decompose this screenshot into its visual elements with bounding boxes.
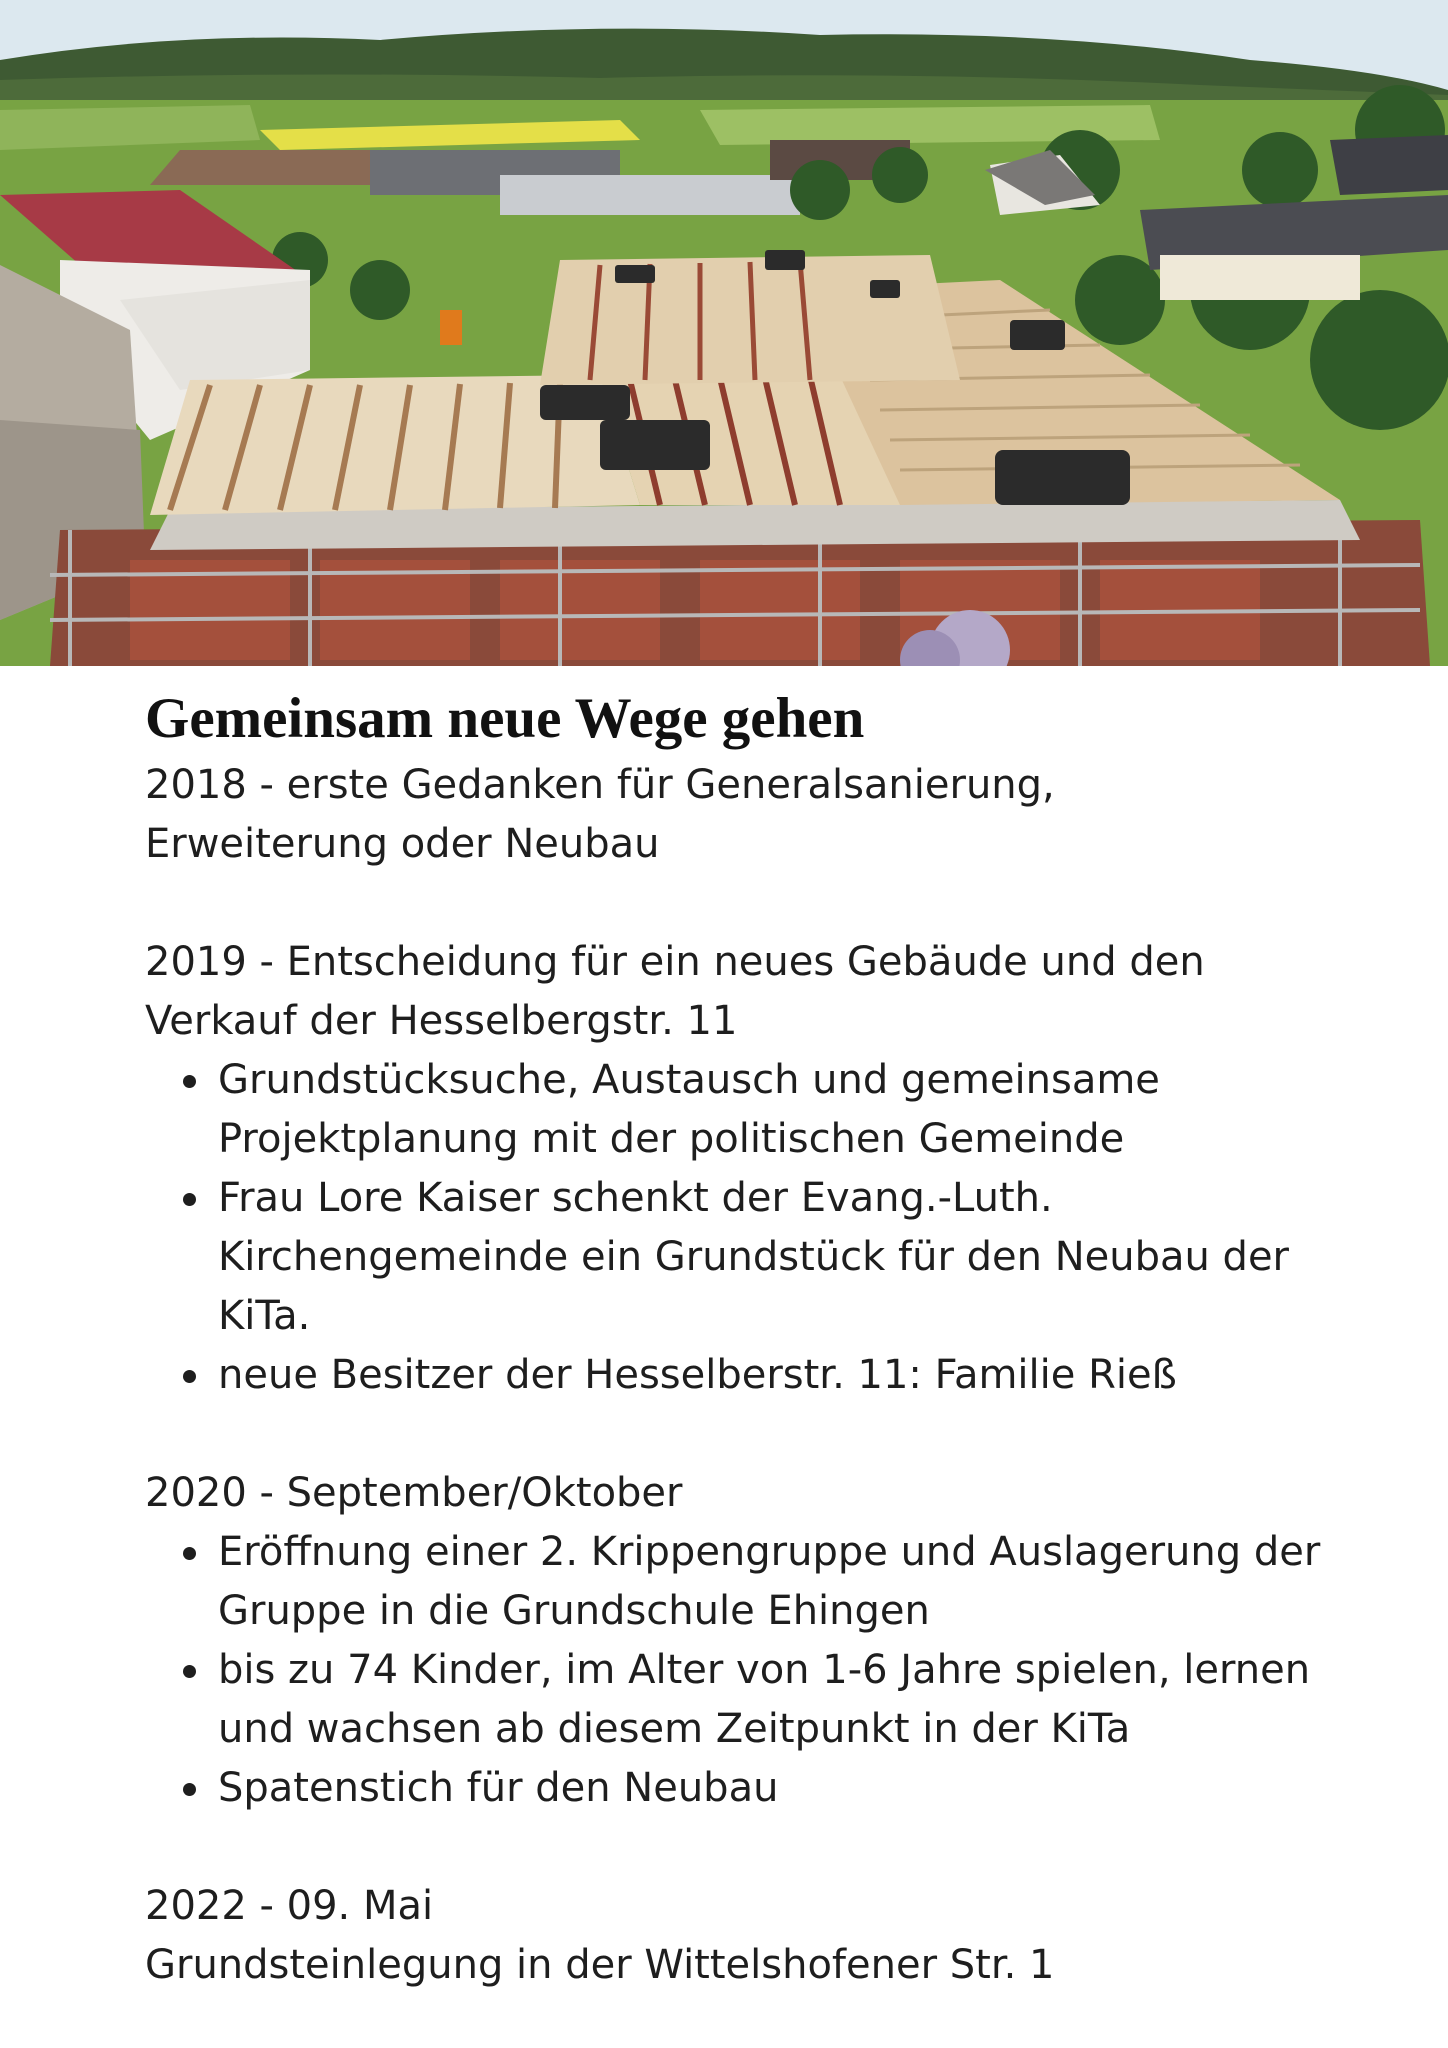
entry-2020-bullets — [145, 1523, 1345, 1818]
timeline-entry-2018 — [145, 756, 1345, 874]
timeline-entry-2020 — [145, 1464, 1345, 1818]
list-item: Frau Lore Kaiser schenkt der Evang.-Luth. Kirchengemeinde ein Grundstück für den Neubau der KiTa. — [218, 1169, 1345, 1346]
construction-site-photo — [0, 0, 1448, 666]
timeline-entry-2022 — [145, 1877, 1345, 1995]
page-title: Gemeinsam neue Wege gehen — [145, 687, 865, 750]
entry-2019-line1: 2019 - Entscheidung für ein neues Gebäude und den — [145, 939, 1205, 985]
list-item: bis zu 74 Kinder, im Alter von 1-6 Jahre spielen, lernen und wachsen ab diesem Zeitpunkt in der KiTa — [218, 1641, 1345, 1759]
timeline-content — [145, 686, 1345, 1995]
entry-2018-line2: Erweiterung oder Neubau — [145, 821, 660, 867]
entry-2020-line1: 2020 - September/Oktober — [145, 1470, 683, 1516]
entry-2018-line1: 2018 - erste Gedanken für Generalsanierung, — [145, 762, 1055, 808]
entry-2019-bullets — [145, 1051, 1345, 1405]
entry-2019-line2: Verkauf der Hesselbergstr. 11 — [145, 998, 738, 1044]
construction-photo-icon — [0, 0, 1448, 666]
list-item: Grundstücksuche, Austausch und gemeinsame Projektplanung mit der politischen Gemeinde — [218, 1051, 1345, 1169]
entry-2022-line2: Grundsteinlegung in der Wittelshofener Str. 1 — [145, 1942, 1055, 1988]
list-item: Eröffnung einer 2. Krippengruppe und Auslagerung der Gruppe in die Grundschule Ehingen — [218, 1523, 1345, 1641]
entry-2022-line1: 2022 - 09. Mai — [145, 1883, 434, 1929]
timeline-entry-2019 — [145, 933, 1345, 1405]
list-item: Spatenstich für den Neubau — [218, 1759, 1345, 1818]
list-item: neue Besitzer der Hesselberstr. 11: Familie Rieß — [218, 1346, 1345, 1405]
